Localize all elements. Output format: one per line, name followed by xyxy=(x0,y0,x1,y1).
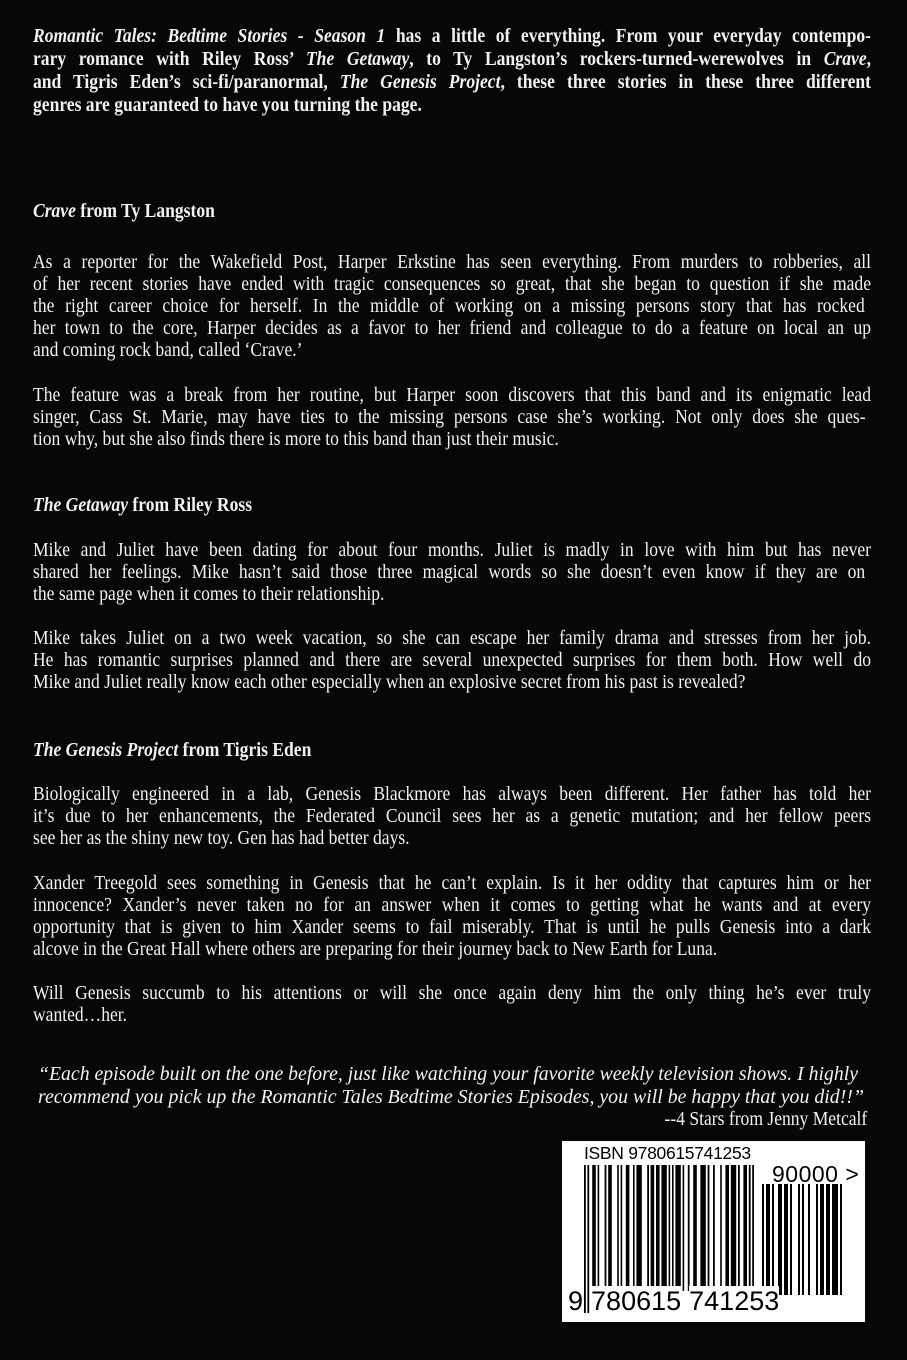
intro-line xyxy=(33,26,871,48)
story-text-line: alcove in the Great Hall where others are preparing for their journey back to New Earth for Luna. xyxy=(33,939,718,960)
story-text-line: Will Genesis succumb to his attentions or will she once again deny him the only thing he’s ever truly xyxy=(33,983,871,1004)
story-text-line: Biologically engineered in a lab, Genesis Blackmore has always been different. Her father has told her xyxy=(33,784,871,805)
story-text-line: the same page when it comes to their relationship. xyxy=(33,584,385,605)
story-text-line: and coming rock band, called ‘Crave.’ xyxy=(33,340,303,361)
story-text-line: Mike takes Juliet on a two week vacation, so she can escape her family drama and stresses from her job. xyxy=(33,628,871,649)
story-title: The Getaway xyxy=(33,495,129,516)
intro-text: , xyxy=(866,49,871,70)
story-text-line: shared her feelings. Mike hasn’t said those three magical words so she doesn’t even know if they are on xyxy=(33,562,866,583)
barcode-digits-left: 780615 xyxy=(591,1286,682,1316)
intro-line xyxy=(33,49,871,71)
barcode-digits-right: 741253 xyxy=(689,1286,780,1316)
review-line: “Each episode built on the one before, just like watching your favorite weekly television shows. I highly xyxy=(38,1064,858,1085)
story-heading xyxy=(33,740,871,762)
story-text-line: The feature was a break from her routine, but Harper soon discovers that this band and its enigmatic lead xyxy=(33,385,871,406)
story-text-line: As a reporter for the Wakefield Post, Harper Erkstine has seen everything. From murders to robberies, all xyxy=(33,252,871,273)
intro-text: , these three stories in these three different xyxy=(500,72,871,93)
book-title: The Getaway xyxy=(305,49,410,70)
story-text-line: Xander Treegold sees something in Genesis that he can’t explain. Is it her oddity that captures him or her xyxy=(33,873,871,894)
barcode-digits xyxy=(568,1286,779,1317)
story-text-line: the right career choice for herself. In the middle of working on a missing persons story that has rocked xyxy=(33,296,865,317)
story-text-line: of her recent stories have ended with tragic consequences so great, that she began to question if she made xyxy=(33,274,871,295)
story-title: The Genesis Project xyxy=(33,740,179,761)
story-author: from Ty Langston xyxy=(75,201,215,222)
intro-text: and Tigris Eden’s sci-fi/paranormal, xyxy=(33,72,340,93)
story-text-line: innocence? Xander’s never taken no for an answer when it comes to getting what he wants and at every xyxy=(33,895,871,916)
book-title: Romantic Tales: Bedtime Stories - Season 1 xyxy=(33,26,386,47)
intro-text: genres are guaranteed to have you turning the page. xyxy=(33,95,422,116)
intro-text: , to Ty Langston’s rockers-turned-werewolves in xyxy=(409,49,824,70)
isbn-barcode xyxy=(562,1141,865,1322)
price-addon: 90000 > xyxy=(772,1161,860,1187)
story-text-line: Mike and Juliet really know each other especially when an explosive secret from his past is revealed? xyxy=(33,672,746,693)
story-text-line: see her as the shiny new toy. Gen has had better days. xyxy=(33,828,410,849)
story-text-line: tion why, but she also finds there is more to this band than just their music. xyxy=(33,429,559,450)
story-text-line: singer, Cass St. Marie, may have ties to the missing persons case she’s working. Not only does she ques- xyxy=(33,407,866,428)
intro-line xyxy=(33,72,871,94)
story-text-line: opportunity that is given to him Xander seems to fail miserably. That is until he pulls Genesis into a dark xyxy=(33,917,871,938)
intro-line xyxy=(33,95,871,117)
story-text-line: her town to the core, Harper decides as a favor to her friend and colleague to do a feature on local an up xyxy=(33,318,871,339)
story-title: Crave xyxy=(33,201,76,222)
intro-text: has a little of everything. From your everyday contempo- xyxy=(385,26,871,47)
story-heading xyxy=(33,201,871,223)
book-title: The Genesis Project xyxy=(339,72,501,93)
barcode-digit-first: 9 xyxy=(568,1286,584,1316)
addon-bars xyxy=(762,1184,844,1295)
book-title: Crave xyxy=(823,49,867,70)
story-author: from Tigris Eden xyxy=(178,740,312,761)
intro-text: rary romance with Riley Ross’ xyxy=(33,49,306,70)
story-heading xyxy=(33,495,871,517)
review-attribution: --4 Stars from Jenny Metcalf xyxy=(664,1109,867,1130)
isbn-label: ISBN 9780615741253 xyxy=(584,1143,751,1163)
story-text-line: He has romantic surprises planned and there are several unexpected surprises for them both. How well do xyxy=(33,650,872,671)
story-author: from Riley Ross xyxy=(128,495,253,516)
story-text-line: it’s due to her enhancements, the Federated Council sees her as a genetic mutation; and her fellow peers xyxy=(33,806,871,827)
story-text-line: wanted…her. xyxy=(33,1005,128,1026)
story-text-line: Mike and Juliet have been dating for about four months. Juliet is madly in love with him but has never xyxy=(33,540,871,561)
review-line: recommend you pick up the Romantic Tales Bedtime Stories Episodes, you will be happy that you did!!” xyxy=(38,1087,864,1108)
